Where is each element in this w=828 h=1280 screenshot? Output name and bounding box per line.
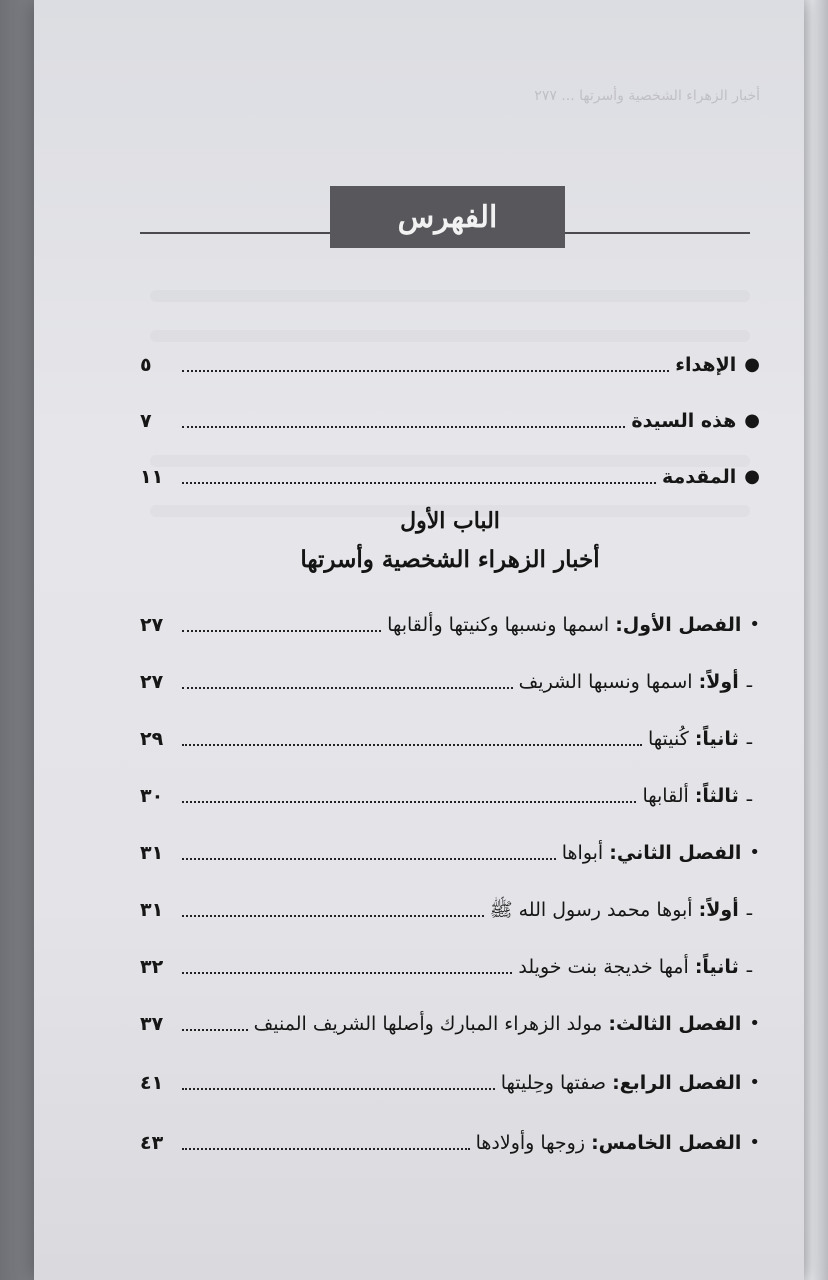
entry-label: الإهداء: [675, 354, 737, 376]
dot-leader: [182, 743, 642, 746]
entry-label: الفصل الخامس: زوجها وأولادها: [475, 1132, 742, 1154]
toc-entry-introduction: [140, 452, 760, 492]
bullet-icon: •: [749, 1132, 760, 1153]
dot-leader: [182, 369, 669, 372]
entry-page-number: ٢٧: [140, 671, 164, 693]
entry-page-number: ٥: [140, 354, 152, 376]
show-through: [150, 290, 750, 302]
bullet-icon: •: [749, 842, 760, 863]
entry-page-number: ٧: [140, 410, 152, 432]
bullet-icon: •: [749, 1013, 760, 1034]
page-title: الفهرس: [330, 186, 565, 248]
dot-leader: [182, 800, 636, 803]
dot-leader: [182, 1028, 248, 1031]
toc-entry-sub: [140, 942, 760, 982]
dot-leader: [182, 1087, 495, 1090]
bullet-icon: ●: [744, 466, 760, 487]
dot-leader: [182, 857, 556, 860]
toc-entry-chapter-3: [140, 999, 760, 1039]
bullet-icon: ●: [744, 354, 760, 375]
part-subheading: أخبار الزهراء الشخصية وأسرتها: [300, 546, 600, 573]
part-heading: الباب الأول: [400, 508, 500, 534]
entry-label: الفصل الثالث: مولد الزهراء المبارك وأصلها الشريف المنيف: [253, 1013, 742, 1035]
entry-label: ثالثاً: ألقابها: [642, 785, 739, 807]
dash-marker: ـ: [746, 956, 752, 977]
entry-label: ثانياً: كُنيتها: [647, 728, 739, 750]
entry-label: الفصل الثاني: أبواها: [561, 842, 742, 864]
dash-marker: ـ: [746, 671, 752, 692]
entry-label: هذه السيدة: [631, 410, 737, 432]
dot-leader: [182, 914, 484, 917]
dash-marker: ـ: [746, 899, 752, 920]
entry-label: الفصل الرابع: صفتها وحِليتها: [500, 1072, 742, 1094]
toc-entry-sub: [140, 714, 760, 754]
entry-page-number: ٣٠: [140, 785, 164, 807]
entry-page-number: ٢٧: [140, 614, 164, 636]
toc-entry-sub: [140, 657, 760, 697]
dot-leader: [182, 629, 381, 632]
entry-label: المقدمة: [661, 466, 737, 488]
toc-entry-sub: [140, 885, 760, 925]
toc-entry-chapter-4: [140, 1058, 760, 1098]
dash-marker: ـ: [746, 728, 752, 749]
entry-page-number: ٣٢: [140, 956, 164, 978]
bullet-icon: •: [749, 1072, 760, 1093]
dot-leader: [182, 481, 656, 484]
entry-label: ثانياً: أمها خديجة بنت خويلد: [518, 956, 739, 978]
dot-leader: [182, 425, 625, 428]
dash-marker: ـ: [746, 785, 752, 806]
entry-page-number: ٣٧: [140, 1013, 164, 1035]
entry-label: الفصل الأول: اسمها ونسبها وكنيتها وألقابها: [387, 614, 742, 636]
entry-page-number: ٤٣: [140, 1132, 164, 1154]
toc-entry-sub: [140, 771, 760, 811]
entry-page-number: ٣١: [140, 842, 164, 864]
entry-page-number: ٢٩: [140, 728, 164, 750]
toc-entry-this-lady: [140, 396, 760, 436]
toc-entry-chapter-2: [140, 828, 760, 868]
entry-label: أولاً: أبوها محمد رسول الله ﷺ: [489, 899, 739, 921]
entry-label: أولاً: اسمها ونسبها الشريف: [518, 671, 739, 693]
entry-page-number: ٤١: [140, 1072, 164, 1094]
dot-leader: [182, 686, 513, 689]
bullet-icon: ●: [744, 410, 760, 431]
dot-leader: [182, 971, 512, 974]
bullet-icon: •: [749, 614, 760, 635]
dot-leader: [182, 1147, 470, 1150]
running-head: أخبار الزهراء الشخصية وأسرتها ... ٢٧٧: [534, 88, 760, 104]
entry-page-number: ١١: [140, 466, 164, 488]
toc-entry-chapter-1: [140, 600, 760, 640]
entry-page-number: ٣١: [140, 899, 164, 921]
toc-entry-dedication: [140, 340, 760, 380]
toc-entry-chapter-5: [140, 1118, 760, 1158]
